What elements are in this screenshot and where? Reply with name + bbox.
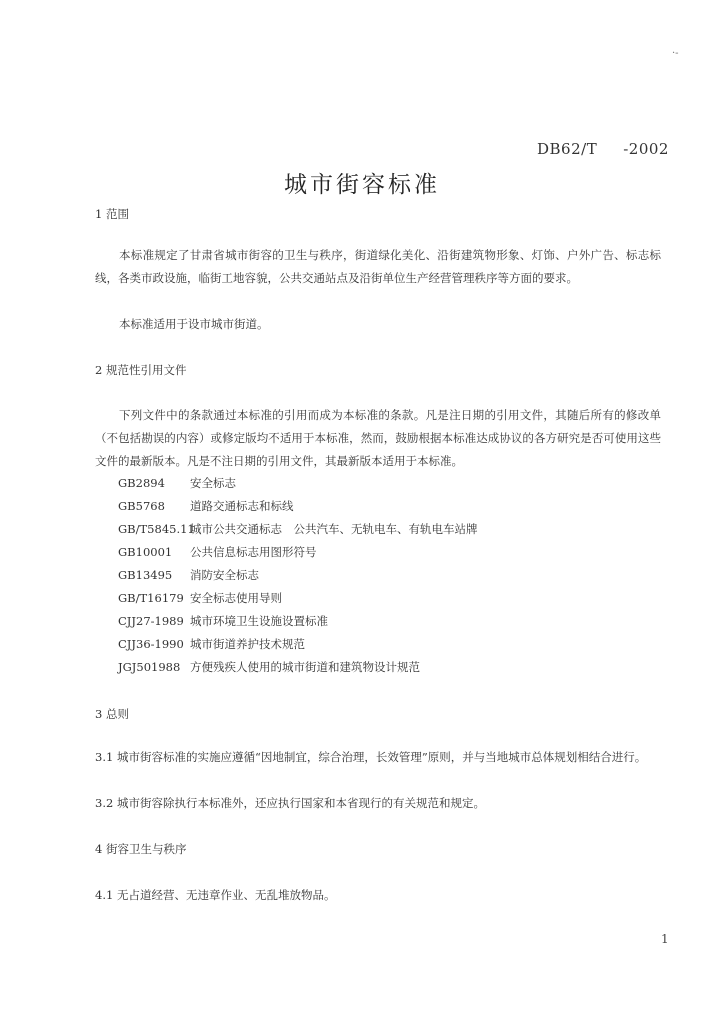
reference-row — [118, 521, 478, 537]
standard-code — [537, 140, 669, 158]
reference-row — [118, 636, 305, 652]
reference-row — [118, 567, 259, 583]
scan-mark: ·- — [672, 48, 679, 59]
reference-name: 方便残疾人使用的城市街道和建筑物设计规范 — [190, 660, 420, 674]
reference-row — [118, 613, 328, 629]
reference-name: 消防安全标志 — [190, 568, 259, 582]
reference-name: 安全标志 — [190, 476, 236, 490]
reference-name: 公共信息标志用图形符号 — [190, 545, 317, 559]
reference-name: 城市环境卫生设施设置标准 — [190, 614, 328, 628]
reference-name: 道路交通标志和标线 — [190, 499, 294, 513]
section-1-paragraph-1: 本标准规定了甘肃省城市街容的卫生与秩序，街道绿化美化、沿街建筑物形象、灯饰、户外广告、标志标线，各类市政设施，临街工地容貌，公共交通站点及沿街单位生产经营管理秩序等方面的要求。 — [95, 248, 661, 285]
reference-name: 安全标志使用导则 — [190, 591, 282, 605]
section-3-heading: 3 总则 — [95, 707, 129, 721]
reference-row — [118, 544, 317, 560]
reference-row — [118, 659, 420, 675]
standard-code-year: -2002 — [623, 140, 669, 158]
reference-name: 城市街道养护技术规范 — [190, 637, 305, 651]
reference-code: GB13495 — [118, 568, 173, 582]
reference-code: CJJ27-1989 — [118, 614, 184, 628]
reference-row — [118, 498, 294, 514]
reference-code: GB10001 — [118, 545, 173, 559]
standard-code-prefix: DB62/T — [537, 140, 598, 158]
section-2-heading: 2 规范性引用文件 — [95, 363, 187, 377]
section-2-paragraph-1: 下列文件中的条款通过本标准的引用而成为本标准的条款。凡是注日期的引用文件，其随后所有的修改单（不包括勘误的内容）或修定版均不适用于本标准，然而，鼓励根据本标准达成协议的各方研究是否可使用这些文件的最新版本。凡是不注日期的引用文件，其最新版本适用于本标准。 — [95, 408, 661, 468]
reference-row — [118, 590, 282, 606]
page-number: 1 — [661, 932, 669, 946]
reference-code: GB/T5845.11 — [118, 522, 195, 536]
reference-code: GB/T16179 — [118, 591, 184, 605]
reference-row — [118, 475, 236, 491]
reference-name: 城市公共交通标志 公共汽车、无轨电车、有轨电车站牌 — [190, 522, 478, 536]
section-4-paragraph-1: 4.1 无占道经营、无违章作业、无乱堆放物品。 — [95, 888, 336, 902]
section-3-paragraph-2: 3.2 城市街容除执行本标准外，还应执行国家和本省现行的有关规范和规定。 — [95, 796, 485, 810]
section-1-heading: 1 范围 — [95, 207, 129, 221]
reference-code: CJJ36-1990 — [118, 637, 184, 651]
section-4-heading: 4 街容卫生与秩序 — [95, 842, 187, 856]
reference-code: JGJ501988 — [118, 660, 181, 674]
page-title: 城市街容标准 — [284, 172, 440, 198]
reference-code: GB2894 — [118, 476, 165, 490]
section-1-paragraph-2: 本标准适用于设市城市街道。 — [119, 317, 269, 331]
section-3-paragraph-1: 3.1 城市街容标准的实施应遵循“因地制宜，综合治理，长效管理”原则，并与当地城市总体规划相结合进行。 — [95, 750, 647, 764]
reference-code: GB5768 — [118, 499, 165, 513]
